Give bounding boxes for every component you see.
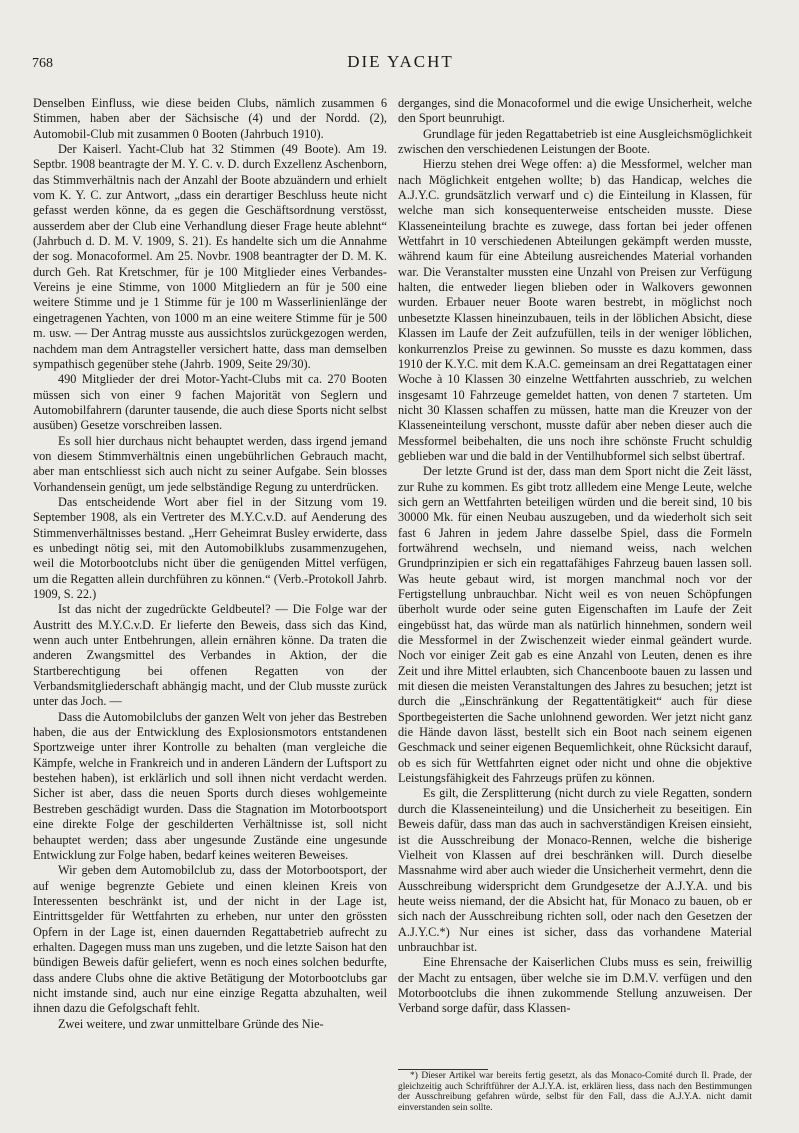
paragraph: Der Kaiserl. Yacht-Club hat 32 Stimmen (49 Boote). Am 19. Septbr. 1908 beantragte der M. Y. C. v. D. durch Exzellenz Aschenborn, das Stimmverhältnis nach der Anzahl der Boote abzuändern und erhielt vom K. Y. C. zur Antwort, „dass ein derartiger Beschluss heute nicht gefasst werden könne, da es gegen die Geschäftsordnung verstösst, ausserdem aber der Club eine Verhandlung dieser Frage heute ablehnt“ (Jahrbuch d. D. M. V. 1909, S. 21). Es handelte sich um die Annahme der sog. Monacoformel. Am 25. Novbr. 1908 beantragter der D. M. K. durch Geh. Rat Kretschmer, für je 100 Mitglieder eines Verbandes-Vereins je eine Stimme, von 1000 Mitgliedern an für je 500 eine weitere Stimme und je 1 Stimme für je 100 m Wasserlinienlänge der eingetragenen Yachten, von 1000 m an eine weitere Stimme für je 500 m. usw. — Der Antrag musste aus aussichtslos zurückgezogen werden, nachdem man dem Antragsteller versichert hatte, dass man demselben sympathisch gegenüber stehe (Jahrb. 1909, Seite 29/30). [33, 142, 387, 371]
paragraph: Denselben Einfluss, wie diese beiden Clubs, nämlich zusammen 6 Stimmen, haben aber der Sächsische (4) und der Nordd. (2), Automobil-Club mit zusammen 0 Booten (Jahrbuch 1910). [33, 96, 387, 141]
paragraph: Grundlage für jeden Regattabetrieb ist eine Ausgleichsmöglichkeit zwischen den verschiedenen Leistungen der Boote. [398, 126, 752, 157]
page-number: 768 [32, 56, 53, 71]
paragraph: Das entscheidende Wort aber fiel in der Sitzung vom 19. September 1908, als ein Vertreter des M.Y.C.v.D. auf Aenderung des Stimmenverhältnisses bestand. „Herr Geheimrat Busley erwiderte, dass es unbedingt nötig sei, mit den Automobilklubs zusammenzugehen, weil die Motorbootclubs nicht über die genügenden Mittel verfügen, um die Regatten allein durchführen zu können.“ (Verb.-Protokoll Jahrb. 1909, S. 22.) [33, 494, 387, 601]
paragraph: Hierzu stehen drei Wege offen: a) die Messformel, welcher man nach Möglichkeit entgehen wollte; b) das Handicap, welches die A.J.Y.C. grundsätzlich verwarf und c) die Einteilung in Klassen, für welche man sich konsequenterweise entscheiden musste. Diese Klasseneinteilung brachte es zuwege, dass fortan bei jeder offenen Wettfahrt in 10 verschiedenen Abteilungen gekämpft werden musste, während kaum für eine Abteilung ausreichendes Material vorhanden war. Die Veranstalter mussten eine Unzahl von Preisen zur Verfügung halten, die entweder liegen blieben oder in Walkovers gewonnen wurden. Erbauer neuer Boote waren bestrebt, in möglichst noch unbesetzte Klassen hineinzubauen, teils in der löblichen Absicht, diese Klassen im Laufe der Zeit aufzufüllen, teils in der weniger löblichen, konkurrenzlos Preise zu gewinnen. So musste es dazu kommen, dass 1910 der K.Y.C. mit dem K.A.C. gemeinsam an drei Regattatagen einer Woche à 10 Klassen 30 einzelne Wettfahrten ausschrieb, zu welchen insgesamt 10 Fahrzeuge gemeldet hatten, von denen 7 starteten. Um nicht 30 Klassen schaffen zu müssen, hatte man die Kreuzer von der Klasseneinteilung verschont, musste dafür aber neben dieser auch die Messformel beibehalten, die uns noch ihre schönste Frucht schuldig geblieben war und die bald in der Ventilhubformel sich selbst übertraf. [398, 157, 752, 463]
paragraph: Es soll hier durchaus nicht behauptet werden, dass irgend jemand von diesem Stimmverhältnis einen ungebührlichen Gebrauch macht, aber man entschliesst sich auch nicht zu seiner Aufgabe. Sein blosses Vorhandensein genügt, um jede selbständige Regung zu unterdrücken. [33, 433, 387, 494]
paragraph: Ist das nicht der zugedrückte Geldbeutel? — Die Folge war der Austritt des M.Y.C.v.D. Er lieferte den Beweis, dass sich das Kind, wenn auch unter Entbehrungen, allein ernähren könne. Da traten die anderen Zwangsmittel des Verbandes in Aktion, der die Startberechtigung bei offenen Regatten von der Verbandsmitgliederschaft abhängig macht, und der Club musste zurück unter das Joch. — [33, 602, 387, 709]
paragraph: Dass die Automobilclubs der ganzen Welt von jeher das Bestreben haben, die aus der Entwicklung des Explosionsmotors entstandenen Sportzweige unter ihrer Kontrolle zu behalten (man vergleiche die Kämpfe, welche in Frankreich und in anderen Ländern der Luftsport zu bestehen haben), ist erklärlich und soll ihnen nicht verdacht werden. Sicher ist aber, dass die neuen Sports durch dieses wohlgemeinte Bestreben geschädigt wurden. Dass die Stagnation im Motorbootsport eine direkte Folge der geschilderten Verhältnisse ist, soll nicht behauptet werden; dass aber ungesunde Zustände eine ungesunde Entwicklung zur Folge haben, bedarf keines weiteren Beweises. [33, 709, 387, 862]
footnote [398, 1071, 752, 1113]
page-header [32, 52, 769, 76]
paragraph: Es gilt, die Zersplitterung (nicht durch zu viele Regatten, sondern durch die Klasseneinteilung) und die Unsicherheit zu beseitigen. Ein Beweis dafür, dass man das auch in sachverständigen Kreisen einsieht, ist die Ausschreibung der Monaco-Rennen, welche die bisherige Vielheit von Klassen auf drei beschränken will. Durch dieselbe Massnahme wird aber auch wieder die Unsicherheit vermehrt, denn die Ausschreibung widerspricht dem Grundgesetze der A.J.Y.A. und bis heute weiss niemand, der die Absicht hat, für Monaco zu bauen, ob er sich nach der Ausschreibung richten soll, oder nach den Gesetzen der A.J.Y.C.*) Nur eines ist sicher, dass das vorhandene Material unbrauchbar ist. [398, 786, 752, 954]
footnote-text: *) Dieser Artikel war bereits fertig gesetzt, als das Monaco-Comité durch Il. Prade, der gleichzeitig auch Schriftführer der A.J.Y.A. ist, erklären liess, dass nach den Bestimmungen der Ausschreibung gefahren würde, selbst für den Fall, dass die A.J.Y.A. nicht damit einverstanden sein sollte. [398, 1071, 752, 1113]
footnote-rule [398, 1069, 488, 1070]
right-column [398, 96, 752, 1017]
left-column [33, 96, 387, 1032]
paragraph: 490 Mitglieder der drei Motor-Yacht-Clubs mit ca. 270 Booten müssen sich von einer 9 fachen Majorität von Seglern und Automobilfahrern (darunter tausende, die auch diese Sports nicht selbst ausüben) Gesetze vorschreiben lassen. [33, 372, 387, 433]
paragraph: derganges, sind die Monacoformel und die ewige Unsicherheit, welche den Sport beunruhigt. [398, 96, 752, 126]
paragraph: Eine Ehrensache der Kaiserlichen Clubs muss es sein, freiwillig der Macht zu entsagen, über welche sie im D.M.V. verfügen und den Motorbootclubs die ihnen zukommende Stellung anzuweisen. Der Verband sorge dafür, dass Klassen- [398, 955, 752, 1016]
paragraph: Zwei weitere, und zwar unmittelbare Gründe des Nie- [58, 1016, 324, 1031]
paragraph: Wir geben dem Automobilclub zu, dass der Motorbootsport, der auf wenige begrenzte Gebiete und einen kleinen Kreis von Interessenten beschränkt ist, und der nicht in der Lage ist, Eintrittsgelder für Wettfahrten zu erheben, nur unter den grössten Opfern in der Lage ist, einen dauernden Regattabetrieb aufrecht zu erhalten. Dagegen muss man uns zugeben, und die letzte Saison hat den bündigen Beweis dafür geliefert, wenn es noch eines solchen bedurfte, dass andere Clubs ohne die aktive Betätigung der Motorbootclubs gar nicht imstande sind, auch nur eine einzige Regatta abzuhalten, weil ihnen dazu die Gefolgschaft fehlt. [33, 863, 387, 1016]
running-title: DIE YACHT [347, 52, 454, 71]
paragraph: Der letzte Grund ist der, dass man dem Sport nicht die Zeit lässt, zur Ruhe zu kommen. Es gibt trotz allledem eine Menge Leute, welche sich gern an Wettfahrten beteiligen würden und die bereit sind, 10 bis 30000 Mk. für einen Neubau auszugeben, und da wiederholt sich seit fast 6 Jahren in jedem Jahre dasselbe Spiel, dass die Formeln fortwährend wechseln, und niemand weiss, nach welchen Grundprinzipien er sich ein regattafähiges Fahrzeug bauen lassen soll. Was heute gebaut wird, ist morgen manchmal noch vor der Fertigstellung unbrauchbar. Nicht weil es von neuen Schöpfungen überholt wurde oder seine guten Eigenschaften im Laufe der Zeit eingebüsst hat, das würde man als natürlich hinnehmen, sondern weil die Messformel in der Zwischenzeit wieder einmal geändert wurde. Noch vor einiger Zeit gab es eine Anzahl von Leuten, denen es ihre Zeit und ihre Mittel erlaubten, sich Chancenboote bauen zu lassen und mit diesen die meisten Veranstaltungen des Jahres zu besuchen; jetzt ist durch die „Einschränkung der Regattentätigkeit“ auch für diese Sportbegeisterten die Sache unlohnend geworden. Wer jetzt nicht ganz die Hände davon lässt, bestellt sich ein Boot nach seinem eigenen Geschmack und seiner eigenen Bequemlichkeit, ohne Rücksicht darauf, ob es sich für Wettfahrten eignet oder nicht und ohne die objektive Leistungsfähigkeit des Fahrzeugs prüfen zu können. [398, 464, 752, 786]
